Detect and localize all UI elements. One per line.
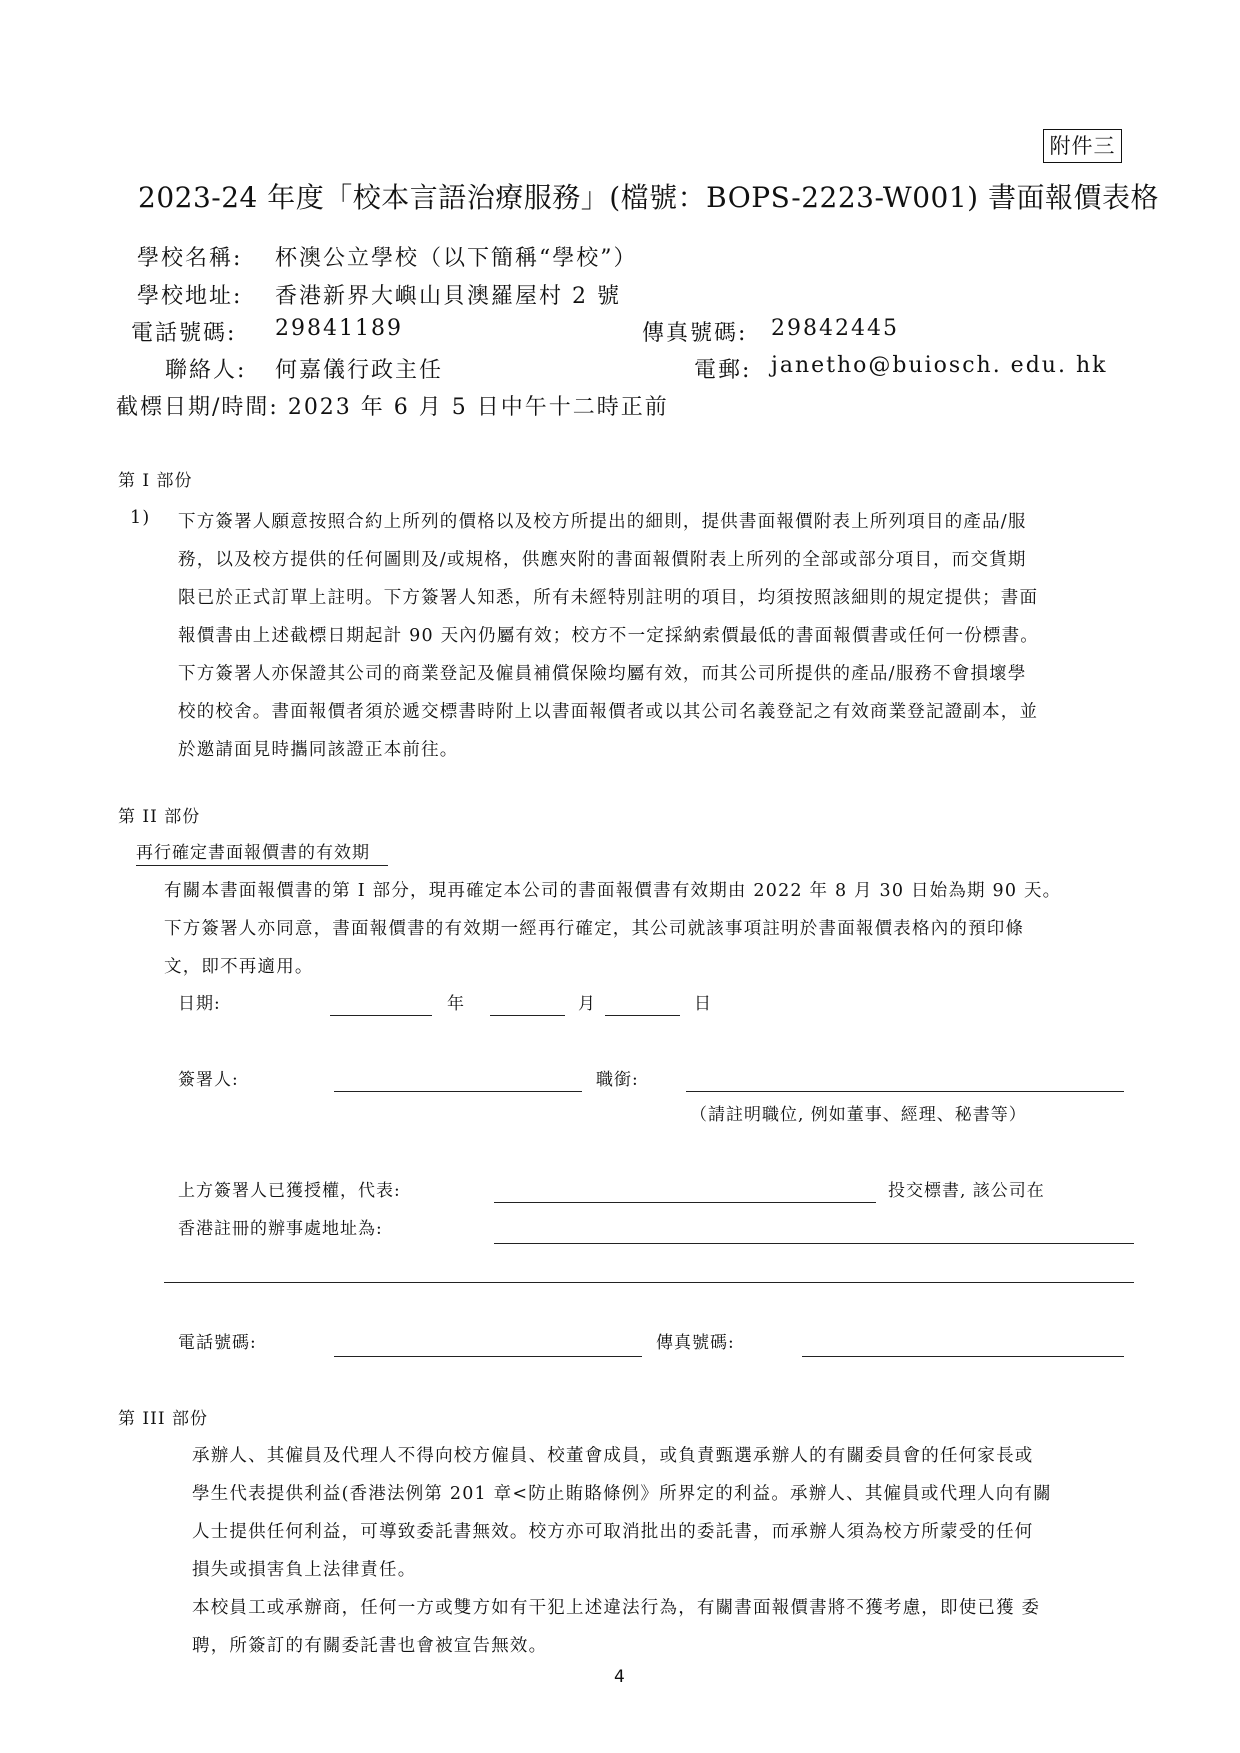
- company-fax-blank[interactable]: [802, 1356, 1124, 1357]
- part1-line: 限已於正式訂單上註明。下方簽署人知悉，所有未經特別註明的項目，均須按照該細則的規定提供；書面: [178, 588, 1039, 608]
- job-title-label: 職銜:: [596, 1070, 639, 1090]
- part1-line: 下方簽署人願意按照合約上所列的價格以及校方所提出的細則，提供書面報價附表上所列項目的產品/服: [178, 512, 1027, 532]
- part1-line: 校的校舍。書面報價者須於遞交標書時附上以書面報價者或以其公司名義登記之有效商業登記證副本，並: [178, 702, 1039, 722]
- email-value: janetho@buiosch. edu. hk: [771, 353, 1108, 378]
- part3-line: 損失或損害負上法律責任。: [192, 1560, 417, 1580]
- part1-line: 報價書由上述截標日期起計 90 天內仍屬有效；校方不一定採納索價最低的書面報價書或任何一份標書。: [178, 626, 1039, 646]
- signer-label: 簽署人:: [178, 1070, 239, 1090]
- part2-line: 下方簽署人亦同意，書面報價書的有效期一經再行確定，其公司就該事項註明於書面報價表格內的預印條: [164, 919, 1025, 939]
- part1-line: 務，以及校方提供的任何圖則及/或規格，供應夾附的書面報價附表上所列的全部或部分項目，而交貨期: [178, 550, 1027, 570]
- part3-line: 聘，所簽訂的有關委託書也會被宣告無效。: [192, 1636, 548, 1656]
- year-label: 年: [447, 994, 465, 1014]
- annex-label: 附件三: [1043, 129, 1122, 163]
- fax-label: 傳真號碼:: [642, 321, 748, 346]
- signer-blank[interactable]: [334, 1091, 582, 1092]
- contact-value: 何嘉儀行政主任: [275, 358, 444, 383]
- part3-line: 人士提供任何利益，可導致委託書無效。校方亦可取消批出的委託書，而承辦人須為校方所蒙受的任何: [192, 1522, 1034, 1542]
- part3-line: 承辦人、其僱員及代理人不得向校方僱員、校董會成員，或負責甄選承辦人的有關委員會的任何家長或: [192, 1446, 1034, 1466]
- form-title: 2023-24 年度「校本言語治療服務」(檔號：BOPS-2223-W001) 書面報價表格: [138, 181, 1159, 214]
- part3-line: 本校員工或承辦商，任何一方或雙方如有干犯上述違法行為，有關書面報價書將不獲考慮，即使已獲 委: [192, 1598, 1041, 1618]
- company-phone-label: 電話號碼:: [178, 1333, 257, 1353]
- company-fax-label: 傳真號碼:: [656, 1333, 735, 1353]
- phone-label: 電話號碼:: [131, 321, 237, 346]
- month-blank[interactable]: [490, 1015, 565, 1016]
- company-name-blank[interactable]: [494, 1202, 876, 1203]
- page-number: 4: [614, 1667, 625, 1687]
- job-title-blank[interactable]: [686, 1091, 1124, 1092]
- school-name-value: 杯澳公立學校（以下簡稱“學校”）: [275, 246, 638, 271]
- office-address-blank[interactable]: [494, 1243, 1134, 1244]
- part1-item-number: 1): [130, 508, 151, 528]
- day-blank[interactable]: [605, 1015, 680, 1016]
- part2-line: 有關本書面報價書的第 I 部分，現再確定本公司的書面報價書有效期由 2022 年 8 月 30 日始為期 90 天。: [164, 881, 1062, 901]
- school-address-label: 學校地址:: [137, 284, 243, 309]
- day-label: 日: [694, 994, 712, 1014]
- deadline-text: 截標日期/時間: 2023 年 6 月 5 日中午十二時正前: [116, 395, 669, 420]
- part2-subheading: 再行確定書面報價書的有效期: [136, 838, 388, 866]
- company-phone-blank[interactable]: [334, 1356, 642, 1357]
- year-blank[interactable]: [330, 1015, 432, 1016]
- part1-heading: 第 I 部份: [118, 471, 193, 491]
- month-label: 月: [578, 994, 596, 1014]
- school-name-label: 學校名稱:: [137, 246, 243, 271]
- date-label: 日期:: [178, 994, 221, 1014]
- office-address-label: 香港註冊的辦事處地址為:: [178, 1219, 383, 1239]
- authorized-label: 上方簽署人已獲授權，代表:: [178, 1181, 401, 1201]
- part2-heading: 第 II 部份: [118, 807, 201, 827]
- part1-line: 下方簽署人亦保證其公司的商業登記及僱員補償保險均屬有效，而其公司所提供的產品/服務不會損壞學: [178, 664, 1027, 684]
- job-title-hint: （請註明職位, 例如董事、經理、秘書等）: [690, 1105, 1027, 1125]
- phone-value: 29841189: [275, 316, 403, 341]
- school-address-value: 香港新界大嶼山貝澳羅屋村 2 號: [275, 284, 621, 309]
- part1-line: 於邀請面見時攜同該證正本前往。: [178, 740, 459, 760]
- part3-heading: 第 III 部份: [118, 1409, 208, 1429]
- contact-label: 聯絡人:: [165, 358, 247, 383]
- office-address-blank-2[interactable]: [164, 1282, 1134, 1283]
- submit-label: 投交標書, 該公司在: [888, 1181, 1045, 1201]
- email-label: 電郵:: [694, 358, 752, 383]
- fax-value: 29842445: [771, 316, 899, 341]
- part3-line: 學生代表提供利益(香港法例第 201 章<防止賄賂條例》所界定的利益。承辦人、其僱員或代理人向有關: [192, 1484, 1052, 1504]
- part2-line: 文，即不再適用。: [164, 957, 314, 977]
